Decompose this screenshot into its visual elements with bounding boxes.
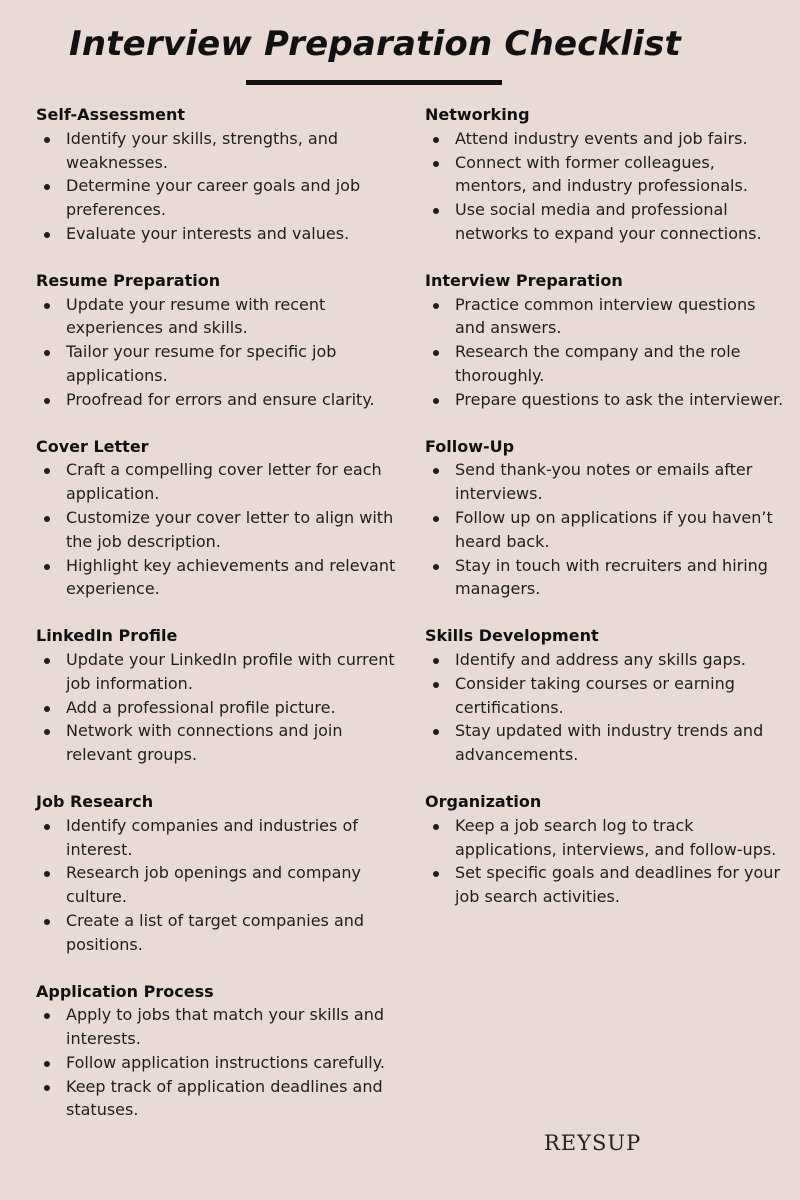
checklist-item: Determine your career goals and job preferences. — [36, 174, 401, 222]
checklist-item: Update your LinkedIn profile with current job information. — [36, 648, 401, 696]
checklist-item: Highlight key achievements and relevant experience. — [36, 554, 401, 602]
checklist-item: Prepare questions to ask the interviewer. — [425, 388, 785, 412]
right-column — [425, 103, 785, 932]
section-heading: LinkedIn Profile — [36, 626, 178, 646]
brand-logo: REYSUP — [544, 1131, 642, 1155]
checklist-item: Use social media and professional networks to expand your connections. — [425, 198, 785, 246]
checklist-item: Evaluate your interests and values. — [36, 222, 401, 246]
checklist-item: Keep track of application deadlines and statuses. — [36, 1075, 401, 1123]
checklist-item: Stay in touch with recruiters and hiring managers. — [425, 554, 785, 602]
section-networking — [425, 103, 785, 246]
section-heading: Job Research — [36, 791, 154, 811]
title-underline — [246, 80, 502, 85]
checklist-items — [36, 814, 401, 957]
section-heading: Follow-Up — [425, 436, 515, 456]
checklist-item: Follow up on applications if you haven’t heard back. — [425, 506, 785, 554]
checklist-items — [36, 293, 401, 412]
checklist-items — [36, 648, 401, 767]
checklist-item: Add a professional profile picture. — [36, 696, 401, 720]
checklist-items — [425, 293, 785, 412]
section-application-process — [36, 980, 401, 1123]
checklist-item: Keep a job search log to track applications, interviews, and follow-ups. — [425, 814, 785, 862]
section-heading: Interview Preparation — [425, 270, 623, 290]
section-organization — [425, 790, 785, 909]
section-self-assessment — [36, 103, 401, 246]
checklist-item: Consider taking courses or earning certifications. — [425, 672, 785, 720]
section-heading: Cover Letter — [36, 436, 149, 456]
checklist-items — [36, 127, 401, 246]
checklist-item: Connect with former colleagues, mentors, and industry professionals. — [425, 151, 785, 199]
section-follow-up — [425, 435, 785, 602]
section-heading: Application Process — [36, 981, 214, 1001]
section-resume-preparation — [36, 269, 401, 412]
checklist-item: Research job openings and company culture. — [36, 861, 401, 909]
checklist-item: Send thank-you notes or emails after interviews. — [425, 458, 785, 506]
checklist-items — [425, 458, 785, 601]
checklist-items — [425, 127, 785, 246]
section-linkedin-profile — [36, 624, 401, 767]
checklist-item: Customize your cover letter to align with the job description. — [36, 506, 401, 554]
checklist-item: Tailor your resume for specific job applications. — [36, 340, 401, 388]
checklist-item: Follow application instructions carefully. — [36, 1051, 401, 1075]
checklist-item: Apply to jobs that match your skills and interests. — [36, 1003, 401, 1051]
checklist-item: Create a list of target companies and positions. — [36, 909, 401, 957]
left-column — [36, 103, 401, 1145]
checklist-item: Identify your skills, strengths, and weaknesses. — [36, 127, 401, 175]
section-heading: Self-Assessment — [36, 105, 186, 124]
checklist-item: Craft a compelling cover letter for each application. — [36, 458, 401, 506]
page-title: Interview Preparation Checklist — [68, 24, 682, 64]
checklist-item: Research the company and the role thoroughly. — [425, 340, 785, 388]
section-job-research — [36, 790, 401, 957]
checklist-items — [425, 648, 785, 767]
checklist-item: Attend industry events and job fairs. — [425, 127, 785, 151]
checklist-item: Network with connections and join relevant groups. — [36, 719, 401, 767]
checklist-items — [36, 1003, 401, 1122]
section-heading: Networking — [425, 105, 530, 124]
checklist-items — [425, 814, 785, 909]
section-skills-development — [425, 624, 785, 767]
section-heading: Organization — [425, 791, 542, 811]
checklist-item: Identify and address any skills gaps. — [425, 648, 785, 672]
checklist-item: Practice common interview questions and answers. — [425, 293, 785, 341]
checklist-items — [36, 458, 401, 601]
checklist-item: Update your resume with recent experiences and skills. — [36, 293, 401, 341]
section-heading: Skills Development — [425, 626, 599, 646]
checklist-item: Proofread for errors and ensure clarity. — [36, 388, 401, 412]
section-interview-preparation — [425, 269, 785, 412]
checklist-item: Identify companies and industries of interest. — [36, 814, 401, 862]
section-heading: Resume Preparation — [36, 270, 221, 290]
checklist-item: Stay updated with industry trends and advancements. — [425, 719, 785, 767]
checklist-item: Set specific goals and deadlines for your job search activities. — [425, 861, 785, 909]
section-cover-letter — [36, 435, 401, 602]
